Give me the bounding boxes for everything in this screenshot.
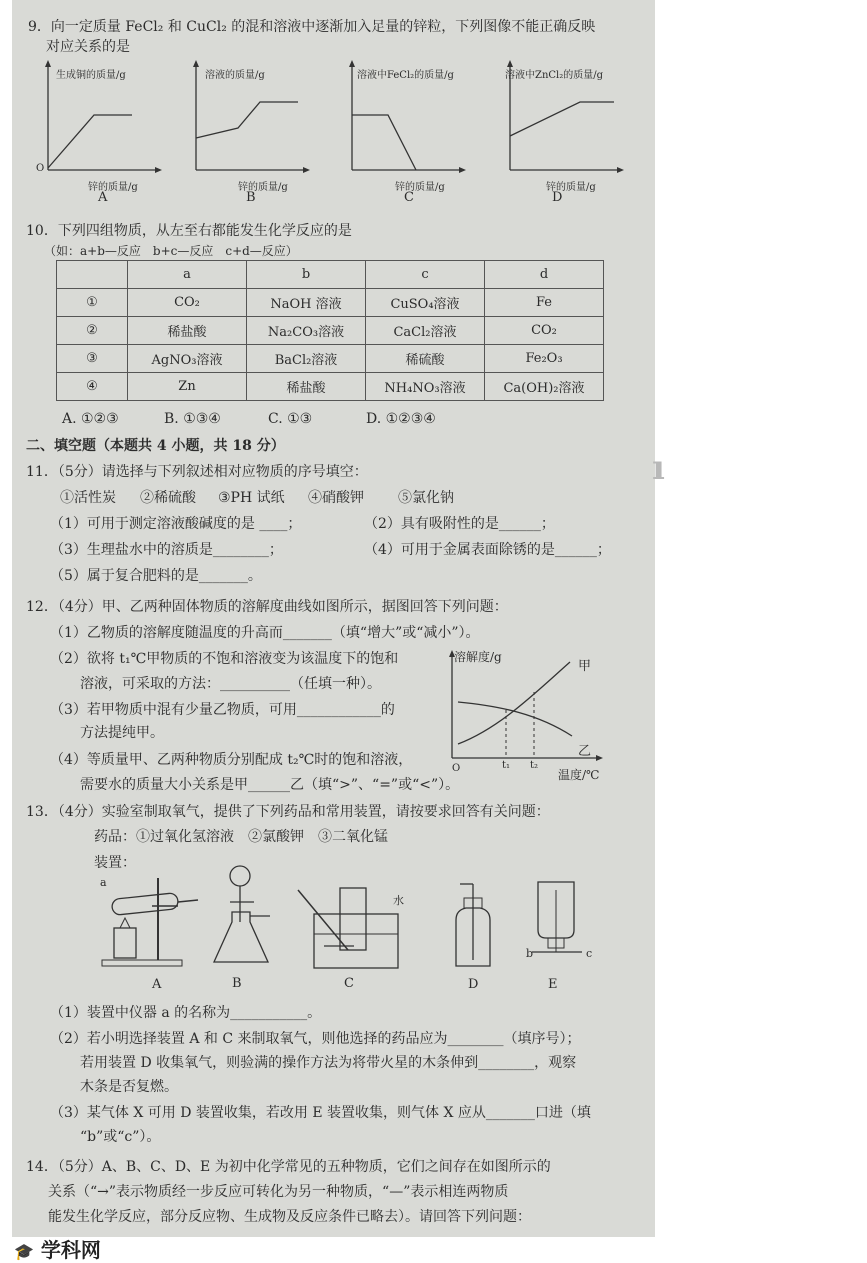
table-cell: a <box>128 261 247 289</box>
q12-line-2a: （2）欲将 t₁℃甲物质的不饱和溶液变为该温度下的饱和 <box>50 651 399 667</box>
apparatus-d-icon <box>450 880 496 970</box>
q9-graph-c-letter: C <box>404 190 414 205</box>
apparatus-label-b: B <box>232 976 242 991</box>
q10-option-a: A. ①②③ <box>62 411 119 427</box>
table-cell: CaCl₂溶液 <box>366 317 485 345</box>
q10-option-d: D. ①②③④ <box>366 411 436 427</box>
table-cell: Fe <box>485 289 604 317</box>
site-logo <box>14 1234 101 1263</box>
table-cell: CO₂ <box>128 289 247 317</box>
apparatus-label-d: D <box>468 977 479 992</box>
q13-stem: 13．（4分）实验室制取氧气，提供了下列药品和常用装置，请按要求回答有关问题： <box>26 804 550 820</box>
q10-option-c: C. ①③ <box>268 411 313 427</box>
q12-stem: 12．（4分）甲、乙两种固体物质的溶解度曲线如图所示，据图回答下列问题： <box>26 599 508 615</box>
q9-graph-c-xlabel: 锌的质量/g <box>395 182 445 193</box>
table-cell: ④ <box>57 373 128 401</box>
q12-graph-origin: O <box>452 763 461 774</box>
q13-drugs: 药品：①过氧化氢溶液 ②氯酸钾 ③二氧化锰 <box>94 829 388 845</box>
apparatus-e-b: b <box>526 947 534 960</box>
table-cell: d <box>485 261 604 289</box>
table-cell <box>57 261 128 289</box>
q13-line-2c: 木条是否复燃。 <box>80 1079 178 1095</box>
q11-choice-5: ⑤氯化钠 <box>398 490 454 506</box>
q9-graph-b-letter: B <box>246 190 256 205</box>
table-cell: Zn <box>128 373 247 401</box>
curve-yi <box>458 702 572 736</box>
q10-table <box>56 260 604 401</box>
q9-graph-a-origin: O <box>36 163 45 174</box>
table-cell: 稀硫酸 <box>366 345 485 373</box>
q11-item-5: （5）属于复合肥料的是_______。 <box>50 568 262 584</box>
table-cell: BaCl₂溶液 <box>247 345 366 373</box>
table-cell: CO₂ <box>485 317 604 345</box>
apparatus-label-c: C <box>344 976 354 991</box>
q11-item-4: （4）可用于金属表面除锈的是______； <box>364 542 611 558</box>
apparatus-b-icon <box>210 862 280 970</box>
table-cell: 稀盐酸 <box>247 373 366 401</box>
q12-graph-xlabel: 温度/℃ <box>558 768 600 782</box>
q10-stem: 10．下列四组物质，从左至右都能发生化学反应的是 <box>26 223 352 239</box>
table-cell: AgNO₃溶液 <box>128 345 247 373</box>
q9-graph-d-letter: D <box>552 190 563 205</box>
apparatus-e-c: c <box>586 947 593 960</box>
curve-jia <box>458 662 570 744</box>
q11-choice-2: ②稀硫酸 <box>140 490 196 506</box>
apparatus-a-label-a: a <box>100 876 107 889</box>
q9-graph-b-xlabel: 锌的质量/g <box>238 182 288 193</box>
table-header-row <box>57 261 604 289</box>
apparatus-label-e: E <box>548 977 558 992</box>
q12-line-3a: （3）若甲物质中混有少量乙物质，可用____________的 <box>50 702 395 718</box>
table-cell: Na₂CO₃溶液 <box>247 317 366 345</box>
q12-line-4b: 需要水的质量大小关系是甲______乙（填“>”、“=”或“<”）。 <box>80 777 460 793</box>
section-2-heading: 二、填空题（本题共 4 小题，共 18 分） <box>26 438 285 454</box>
q9-graph-b-ylabel: 溶液的质量/g <box>205 70 265 81</box>
table-cell: b <box>247 261 366 289</box>
table-cell: ③ <box>57 345 128 373</box>
apparatus-c-water: 水 <box>393 894 404 907</box>
table-cell: NH₄NO₃溶液 <box>366 373 485 401</box>
table-cell: NaOH 溶液 <box>247 289 366 317</box>
table-cell: ② <box>57 317 128 345</box>
exam-page <box>12 0 655 1237</box>
table-cell: Ca(OH)₂溶液 <box>485 373 604 401</box>
q9-stem-line2: 对应关系的是 <box>46 39 130 55</box>
apparatus-label-a: A <box>152 977 162 992</box>
apparatus-a-icon <box>98 870 208 970</box>
q9-graph-d-ylabel: 溶液中ZnCl₂的质量/g <box>505 70 604 81</box>
table-cell: c <box>366 261 485 289</box>
watermark-fragment: ı <box>652 448 665 488</box>
q12-graph-jia: 甲 <box>578 659 592 674</box>
logo-hat-icon: 🎓 <box>14 1242 34 1261</box>
q9-graph-c-ylabel: 溶液中FeCl₂的质量/g <box>357 70 454 81</box>
q11-item-2: （2）具有吸附性的是______； <box>364 516 555 532</box>
table-row <box>57 317 604 345</box>
q13-line-2b: 若用装置 D 收集氧气，则验满的操作方法为将带火星的木条伸到________，观察 <box>80 1055 577 1071</box>
q14-line-2: 关系（“→”表示物质经一步反应可转化为另一种物质，“—”表示相连两物质 <box>48 1184 509 1200</box>
apparatus-c-icon <box>294 880 400 970</box>
q10-option-b: B. ①③④ <box>164 411 221 427</box>
q11-item-3: （3）生理盐水中的溶质是________； <box>50 542 283 558</box>
q14-line-3: 能发生化学反应，部分反应物、生成物及反应条件已略去）。请回答下列问题： <box>48 1209 531 1225</box>
q13-device-label: 装置： <box>94 855 136 871</box>
q9-graph-a-ylabel: 生成铜的质量/g <box>56 70 126 81</box>
q12-line-3b: 方法提纯甲。 <box>80 725 164 741</box>
q10-hint: （如：a+b—反应 b+c—反应 c+d—反应） <box>44 244 298 258</box>
q9-stem-line1: 9．向一定质量 FeCl₂ 和 CuCl₂ 的混和溶液中逐渐加入足量的锌粒，下列图像不能正确反映 <box>28 19 596 35</box>
q12-line-2b: 溶液，可采取的方法：__________（任填一种）。 <box>80 676 381 692</box>
q12-graph-t1: t₁ <box>502 760 511 771</box>
table-cell: Fe₂O₃ <box>485 345 604 373</box>
q12-graph-t2: t₂ <box>530 760 539 771</box>
table-cell: CuSO₄溶液 <box>366 289 485 317</box>
q9-graph-d-xlabel: 锌的质量/g <box>546 182 596 193</box>
table-row <box>57 345 604 373</box>
q12-line-1: （1）乙物质的溶解度随温度的升高而_______（填“增大”或“减小”）。 <box>50 625 480 641</box>
table-row <box>57 373 604 401</box>
q11-choice-3: ③PH 试纸 <box>218 490 285 506</box>
logo-text: 学科网 <box>40 1238 101 1262</box>
q13-line-2a: （2）若小明选择装置 A 和 C 来制取氧气，则他选择的药品应为________（填序号）； <box>50 1031 581 1047</box>
q12-line-4a: （4）等质量甲、乙两种物质分别配成 t₂℃时的饱和溶液， <box>50 752 413 768</box>
q13-line-1: （1）装置中仪器 a 的名称为___________。 <box>50 1005 322 1021</box>
q13-line-3a: （3）某气体 X 可用 D 装置收集，若改用 E 装置收集，则气体 X 应从_______口进（填 <box>50 1105 591 1121</box>
q14-line-1: 14．（5分）A、B、C、D、E 为初中化学常见的五种物质，它们之间存在如图所示的 <box>26 1159 551 1175</box>
table-row <box>57 289 604 317</box>
q11-choice-1: ①活性炭 <box>60 490 116 506</box>
q12-graph-yi: 乙 <box>578 744 592 759</box>
q13-line-3b: “b”或“c”）。 <box>80 1129 161 1145</box>
q9-graph-a-letter: A <box>98 190 108 205</box>
q9-graph-a-xlabel: 锌的质量/g <box>88 182 138 193</box>
q12-graph-ylabel: 溶解度/g <box>454 650 502 664</box>
table-cell: 稀盐酸 <box>128 317 247 345</box>
apparatus-e-icon <box>524 876 594 960</box>
q11-item-1: （1）可用于测定溶液酸碱度的是 ____； <box>50 516 302 532</box>
table-cell: ① <box>57 289 128 317</box>
q11-stem: 11．（5分）请选择与下列叙述相对应物质的序号填空： <box>26 464 368 480</box>
q11-choice-4: ④硝酸钾 <box>308 490 364 506</box>
